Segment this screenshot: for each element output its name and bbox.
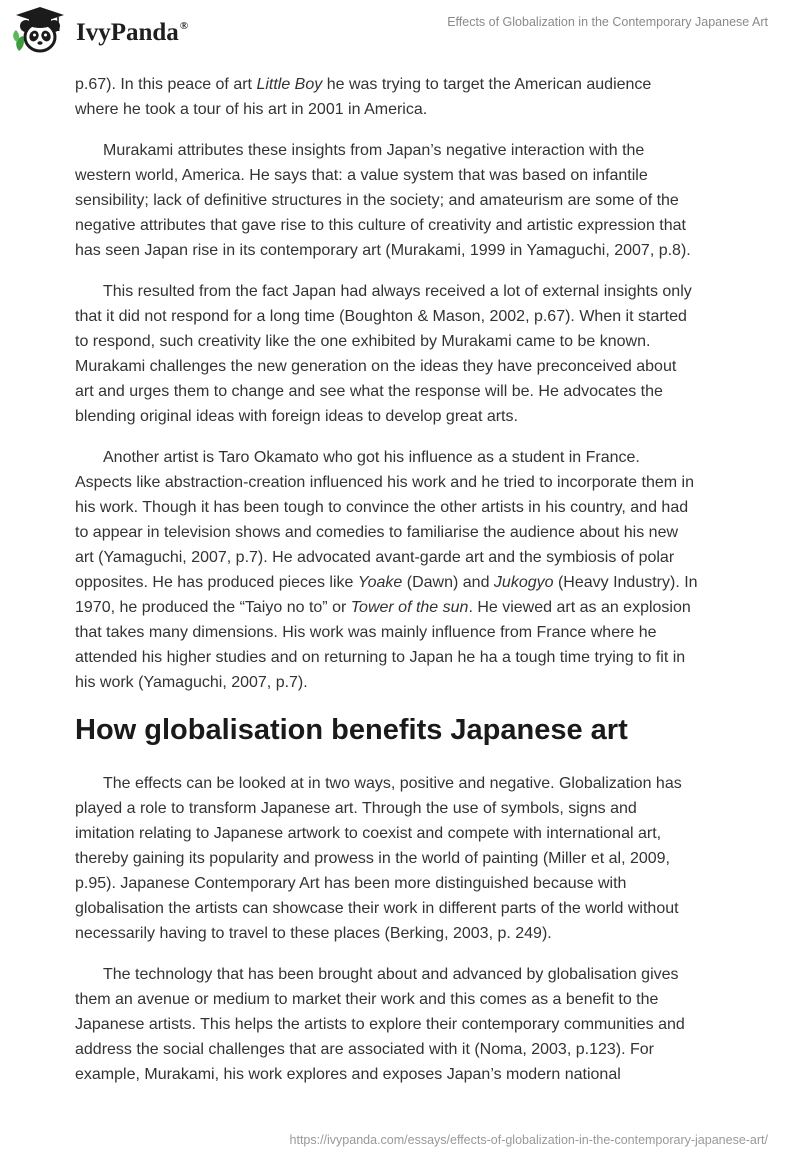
text-line: western world, America. He says that: a value system that was based on infantile — [75, 167, 648, 184]
section-heading: How globalisation benefits Japanese art — [75, 714, 628, 746]
text-run: 1970, he produced the “Taiyo no to” or — [75, 599, 351, 616]
text-line: Murakami attributes these insights from Japan’s negative interaction with the — [103, 142, 645, 159]
text-line: art (Yamaguchi, 2007, p.7). He advocated avant-garde art and the symbiosis of polar — [75, 549, 675, 566]
text-line: Aspects like abstraction-creation influenced his work and he tried to incorporate them in — [75, 474, 694, 491]
text-line: to respond, such creativity like the one exhibited by Murakami came to be known. — [75, 333, 651, 350]
text-line: that takes many dimensions. His work was mainly influence from France where he — [75, 624, 657, 641]
text-line: Murakami challenges the new generation on the ideas they have preconceived about — [75, 358, 677, 375]
text-line: that it did not respond for a long time (Boughton & Mason, 2002, p.67). When it started — [75, 308, 687, 325]
text-line: The effects can be looked at in two ways, positive and negative. Globalization has — [103, 775, 682, 792]
italic-title: Jukogyo — [493, 574, 554, 591]
paragraph — [75, 138, 765, 263]
text-run: p.67). In this peace of art — [75, 76, 257, 93]
text-line: blending original ideas with foreign ideas to develop great arts. — [75, 408, 518, 425]
text-line: his work. Though it has been tough to convince the other artists in his country, and had — [75, 499, 689, 516]
text-run: opposites. He has produced pieces like — [75, 574, 358, 591]
italic-title: Yoake — [357, 574, 403, 591]
text-line — [75, 595, 765, 620]
text-line: where he took a tour of his art in 2001 in America. — [75, 101, 428, 118]
text-line: This resulted from the fact Japan had always received a lot of external insights only — [103, 283, 692, 300]
logo[interactable] — [12, 5, 202, 57]
text-line: Another artist is Taro Okamato who got his influence as a student in France. — [103, 449, 640, 466]
text-line: his work (Yamaguchi, 2007, p.7). — [75, 674, 308, 691]
italic-title: Tower of the sun — [350, 599, 469, 616]
text-run: he was trying to target the American audience — [322, 76, 652, 93]
page-header — [0, 0, 800, 60]
text-line: them an avenue or medium to market their work and this comes as a benefit to the — [75, 991, 659, 1008]
text-run: . He viewed art as an explosion — [468, 599, 691, 616]
text-line: imitation relating to Japanese artwork to coexist and compete with international art, — [75, 825, 662, 842]
paragraph — [75, 771, 765, 946]
paragraph — [75, 279, 765, 429]
text-run: (Heavy Industry). In — [553, 574, 698, 591]
text-line — [75, 72, 765, 97]
text-line: sensibility; lack of definitive structures in the society; and amateurism are some of the — [75, 192, 679, 209]
text-run: (Dawn) and — [402, 574, 494, 591]
source-url[interactable]: https://ivypanda.com/essays/effects-of-globalization-in-the-contemporary-japanese-art/ — [289, 1133, 768, 1147]
registered-mark: ® — [179, 20, 189, 32]
paragraph — [75, 72, 765, 122]
panda-graduate-icon — [12, 5, 68, 55]
text-line: necessarily having to travel to these places (Berking, 2003, p. 249). — [75, 925, 552, 942]
text-line: attended his higher studies and on returning to Japan he ha a tough time trying to fit in — [75, 649, 686, 666]
text-line: address the social challenges that are associated with it (Noma, 2003, p.123). For — [75, 1041, 654, 1058]
text-line: example, Murakami, his work explores and exposes Japan’s modern national — [75, 1066, 621, 1083]
italic-title: Little Boy — [256, 76, 323, 93]
document-title: Effects of Globalization in the Contemporary Japanese Art — [447, 15, 768, 29]
text-line: The technology that has been brought about and advanced by globalisation gives — [103, 966, 679, 983]
paragraph — [75, 962, 765, 1087]
text-line: globalisation the artists can showcase their work in different parts of the world without — [75, 900, 679, 917]
text-line: art and urges them to change and see what the response will be. He advocates the — [75, 383, 663, 400]
text-line: p.95). Japanese Contemporary Art has been more distinguished because with — [75, 875, 627, 892]
text-line: thereby gaining its popularity and prowess in the world of painting (Miller et al, 2009, — [75, 850, 670, 867]
text-line: played a role to transform Japanese art. Through the use of symbols, signs and — [75, 800, 637, 817]
paragraph — [75, 445, 765, 695]
logo-text — [76, 20, 188, 45]
article-body — [75, 72, 765, 1103]
logo-wordmark: IvyPanda — [76, 19, 179, 46]
text-line: negative attributes that gave rise to this culture of creativity and artistic expression that — [75, 217, 686, 234]
text-line: to appear in television shows and comedies to familiarise the audience about his new — [75, 524, 679, 541]
text-line: Japanese artists. This helps the artists to explore their contemporary communities and — [75, 1016, 685, 1033]
text-line: has seen Japan rise in its contemporary art (Murakami, 1999 in Yamaguchi, 2007, p.8). — [75, 242, 691, 259]
text-line — [75, 570, 765, 595]
